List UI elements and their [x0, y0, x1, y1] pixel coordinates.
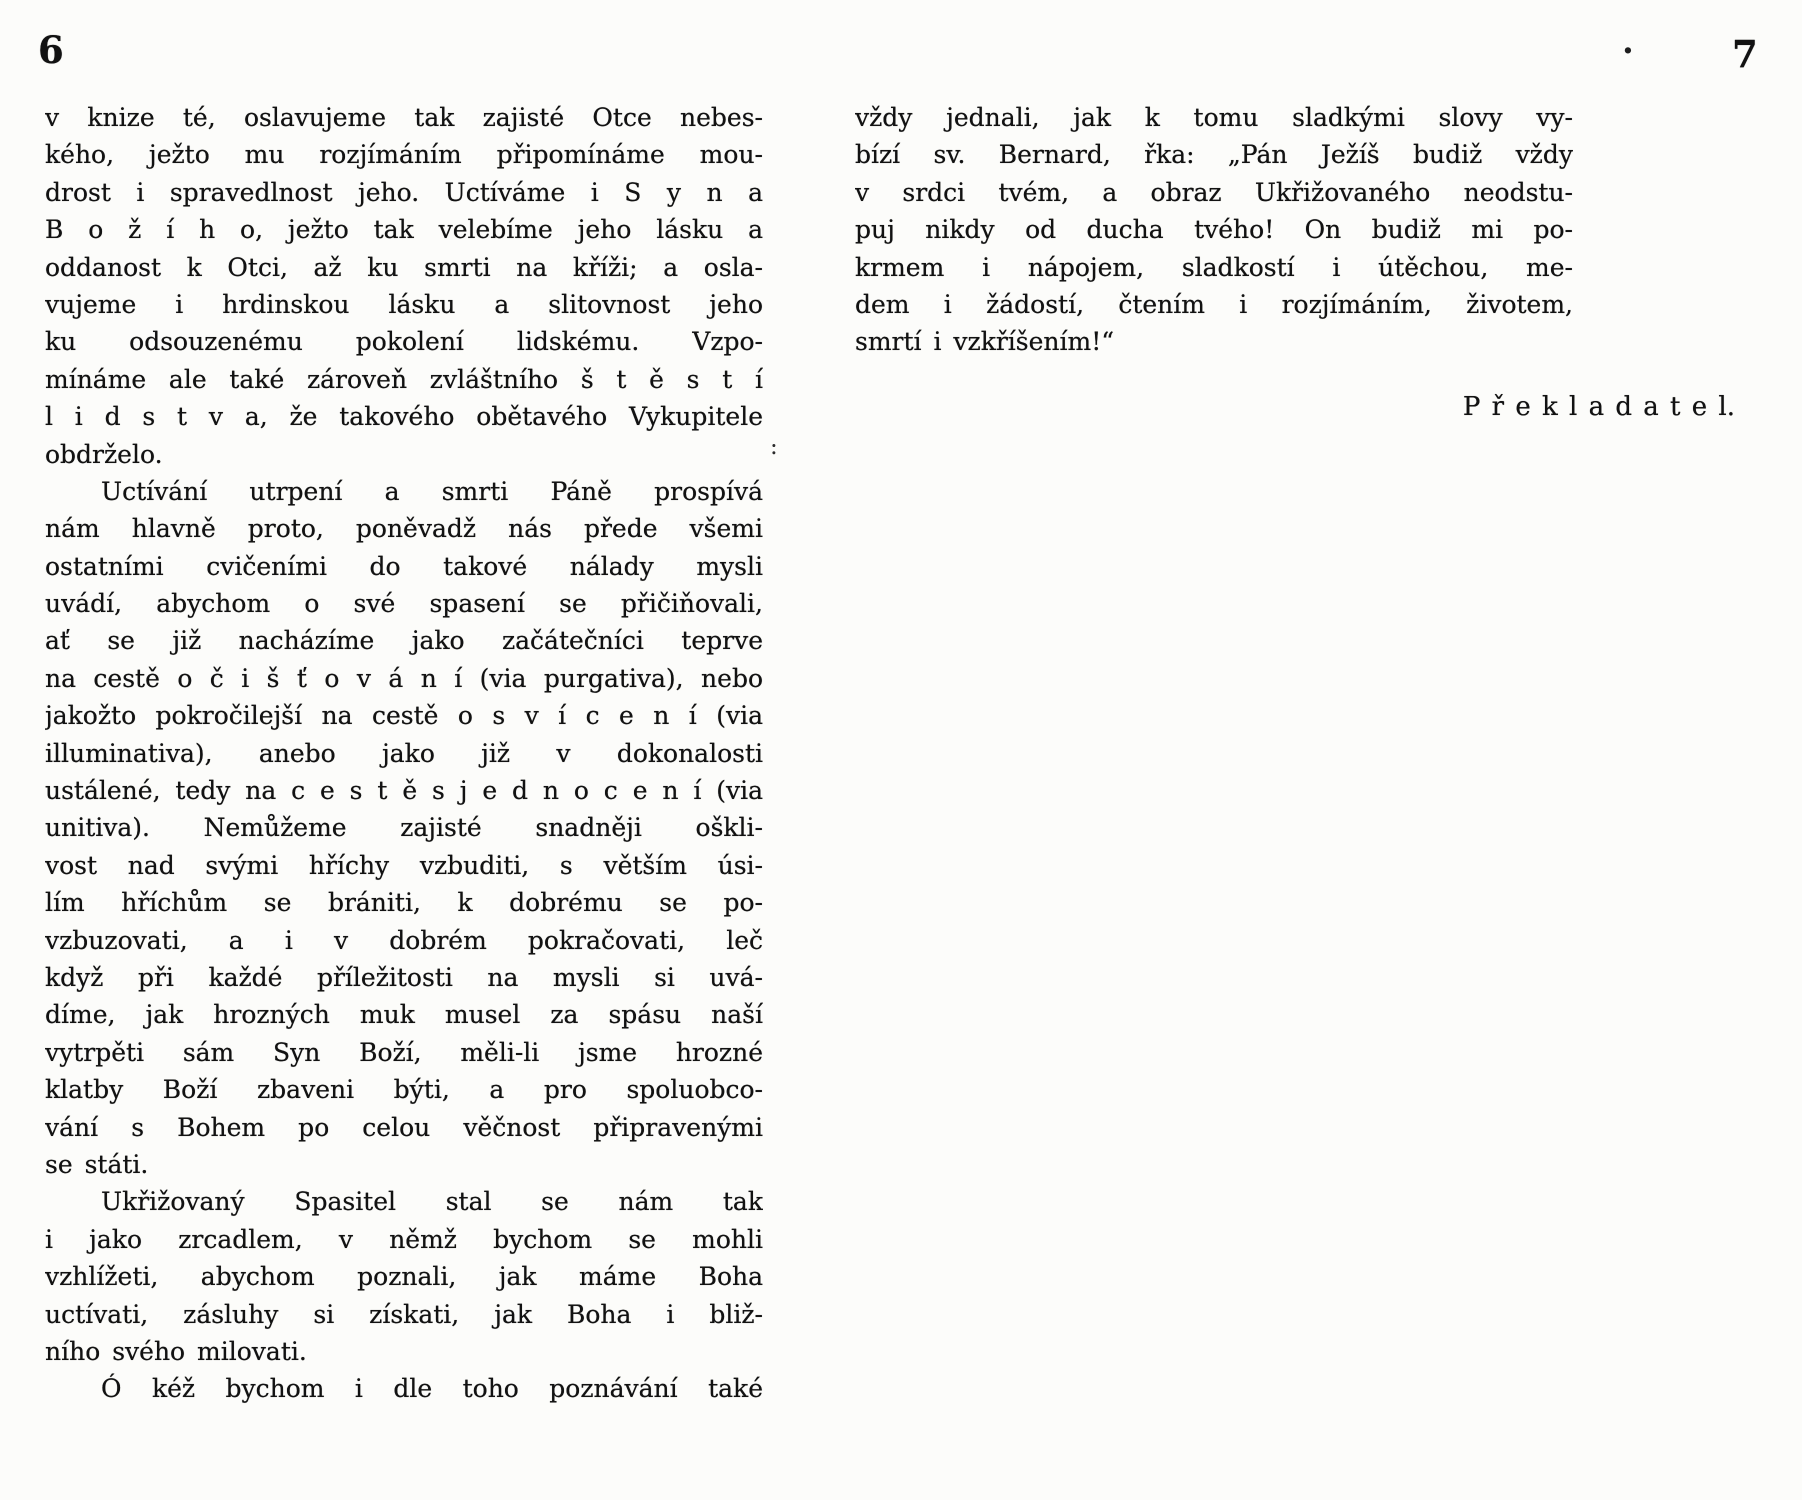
text-line: vání s Bohem po celou věčnost připravenými	[45, 1112, 763, 1142]
text-line: jakožto pokročilejší na cestě o s v í c e n í (via	[45, 701, 763, 731]
text-line: bízí sv. Bernard, řka: „Pán Ježíš budiž vždy	[855, 140, 1573, 170]
text-line: se státi.	[45, 1149, 149, 1179]
text-line: i jako zrcadlem, v němž bychom se mohli	[45, 1224, 763, 1254]
text-line: vost nad svými hříchy vzbuditi, s větším úsi-	[45, 850, 763, 880]
text-line: ustálené, tedy na c e s t ě s j e d n o c e n í (via	[45, 776, 763, 806]
text-line: dem i žádostí, čtením i rozjímáním, životem,	[855, 289, 1573, 319]
text-line: smrtí i vzkříšením!“	[855, 327, 1115, 357]
text-line: ostatními cvičeními do takové nálady mysli	[45, 551, 763, 581]
text-line: na cestě o č i š ť o v á n í (via purgativa), nebo	[45, 663, 763, 693]
text-line: lím hříchům se brániti, k dobrému se po-	[45, 888, 763, 918]
text-line: oddanost k Otci, až ku smrti na kříži; a osla-	[45, 252, 763, 282]
text-line: l i d s t v a, že takového obětavého Vykupitele	[45, 402, 763, 432]
right-page-lines	[855, 99, 1573, 361]
text-line: Ukřižovaný Spasitel stal se nám tak	[101, 1187, 763, 1217]
text-line: illuminativa), anebo jako již v dokonalosti	[45, 738, 763, 768]
text-line: uvádí, abychom o své spasení se přičiňovali,	[45, 589, 763, 619]
text-line: kého, ježto mu rozjímáním připomínáme mou-	[45, 140, 763, 170]
text-line: v knize té, oslavujeme tak zajisté Otce nebes-	[45, 103, 763, 132]
text-line: ního svého milovati.	[45, 1336, 307, 1366]
left-page-text	[45, 99, 763, 1408]
text-line: ať se již nacházíme jako začátečníci teprve	[45, 626, 763, 656]
text-line: vzbuzovati, a i v dobrém pokračovati, leč	[45, 925, 763, 955]
text-line: vždy jednali, jak k tomu sladkými slovy vy-	[855, 103, 1573, 132]
text-line: drost i spravedlnost jeho. Uctíváme i S y n a	[45, 177, 763, 207]
text-line: ku odsouzenému pokolení lidskému. Vzpo-	[45, 327, 763, 357]
text-line: vytrpěti sám Syn Boží, měli-li jsme hrozné	[45, 1037, 763, 1067]
text-line: nám hlavně proto, poněvadž nás přede všemi	[45, 514, 763, 544]
text-line: krmem i nápojem, sladkostí i útěchou, me-	[855, 252, 1573, 282]
right-page-text	[855, 99, 1755, 424]
text-line: vujeme i hrdinskou lásku a slitovnost jeho	[45, 289, 763, 319]
text-line: uctívati, zásluhy si získati, jak Boha i bliž-	[45, 1299, 763, 1329]
text-line: klatby Boží zbaveni býti, a pro spoluobco-	[45, 1075, 763, 1105]
page-number-right: 7	[1732, 32, 1758, 76]
text-line: vzhlížeti, abychom poznali, jak máme Boha	[45, 1262, 763, 1292]
text-line: díme, jak hrozných muk musel za spásu naší	[45, 1000, 763, 1030]
text-line: v srdci tvém, a obraz Ukřižovaného neodstu-	[855, 177, 1573, 207]
text-line: obdrželo.	[45, 439, 163, 469]
text-line: unitiva). Nemůžeme zajisté snadněji oškli-	[45, 813, 763, 843]
ink-speck-colon: :	[770, 434, 778, 460]
text-line: Ó kéž bychom i dle toho poznávání také	[101, 1374, 763, 1404]
text-line: mínáme ale také zároveň zvláštního š t ě s t í	[45, 364, 763, 394]
text-line: když při každé příležitosti na mysli si uvá-	[45, 962, 763, 992]
ink-speck-dot: ·	[1622, 31, 1634, 71]
page-number-left: 6	[38, 28, 64, 72]
translator-signature: P ř e k l a d a t e l.	[1462, 391, 1735, 422]
text-line: B o ž í h o, ježto tak velebíme jeho lásku a	[45, 215, 763, 245]
text-line: Uctívání utrpení a smrti Páně prospívá	[101, 476, 763, 506]
text-line: puj nikdy od ducha tvého! On budiž mi po-	[855, 215, 1573, 245]
